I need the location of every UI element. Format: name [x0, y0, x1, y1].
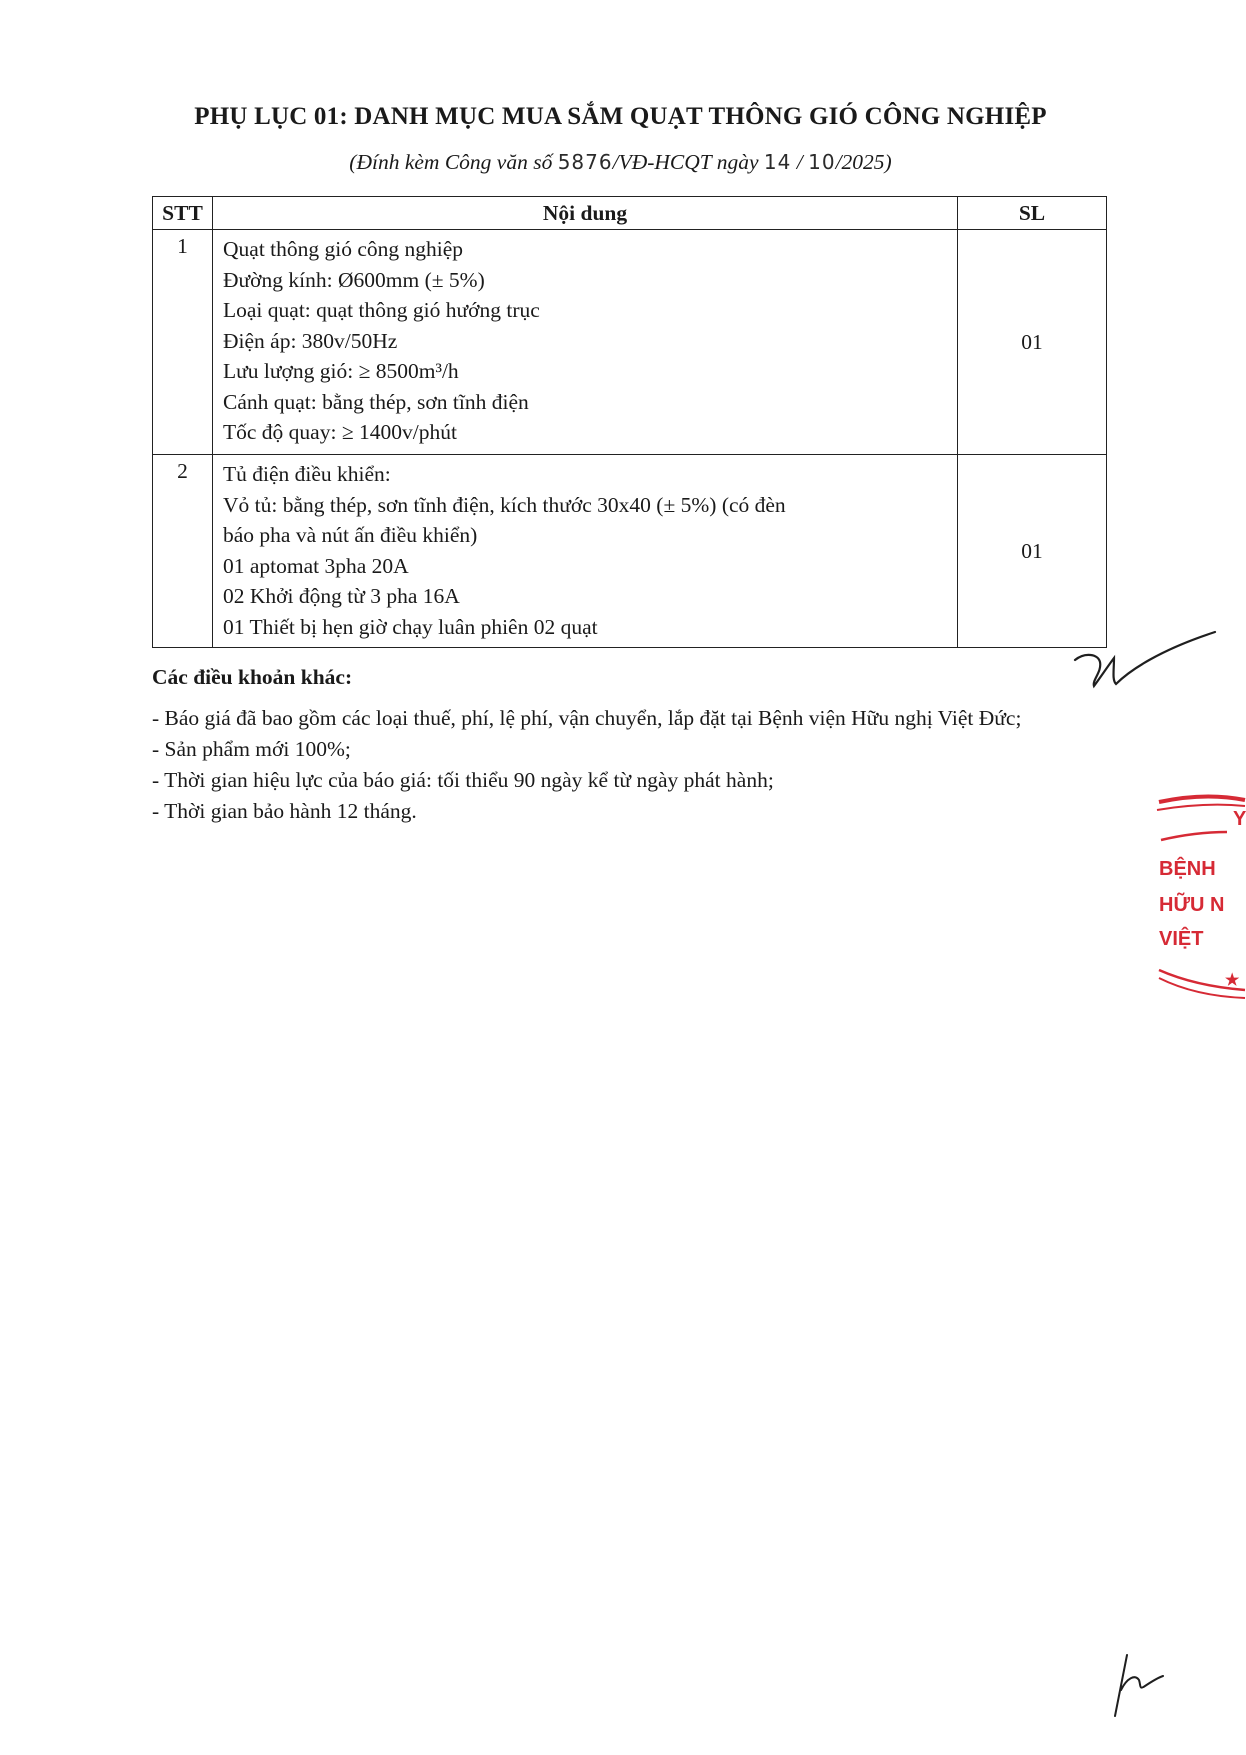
row-line: Tủ điện điều khiển: [223, 462, 391, 486]
initials-signature [1070, 630, 1220, 710]
row-qty: 01 [958, 455, 1107, 648]
row-line: Lưu lượng gió: ≥ 8500m³/h [223, 359, 459, 383]
subtitle-suffix: /2025) [835, 150, 892, 174]
terms-section [152, 665, 1132, 827]
seal-text: BỆNH [1159, 858, 1216, 880]
row-line: Cánh quạt: bằng thép, sơn tĩnh điện [223, 389, 529, 414]
items-table [152, 196, 1107, 648]
row-line: Điện áp: 380v/50Hz [223, 328, 398, 353]
row-line: Tốc độ quay: ≥ 1400v/phút [223, 420, 457, 444]
row-qty: 01 [958, 230, 1107, 455]
row-stt: 2 [153, 455, 213, 648]
hospital-seal [1155, 790, 1245, 1000]
header-content: Nội dung [213, 197, 958, 230]
seal-text: HỮU N [1159, 894, 1225, 916]
row-line: 01 Thiết bị hẹn giờ chạy luân phiên 02 quạt [223, 614, 598, 639]
handwritten-day: 14 [763, 150, 792, 174]
terms-heading: Các điều khoản khác: [152, 665, 353, 689]
row-line: 02 Khởi động từ 3 pha 16A [223, 584, 460, 608]
row-line: Vỏ tủ: bằng thép, sơn tĩnh điện, kích thước 30x40 (± 5%) (có đèn [223, 492, 786, 517]
page-subtitle [0, 150, 1241, 175]
header-qty: SL [958, 197, 1107, 230]
table-row [153, 455, 1107, 648]
terms-item: - Báo giá đã bao gồm các loại thuế, phí, lệ phí, vận chuyển, lắp đặt tại Bệnh viện Hữu nghị Việt Đức; [152, 706, 1022, 730]
subtitle-middle: /VĐ-HCQT ngày [612, 150, 764, 174]
row-content [213, 230, 958, 455]
page-title: PHỤ LỤC 01: DANH MỤC MUA SẮM QUẠT THÔNG GIÓ CÔNG NGHIỆP [194, 103, 1047, 130]
terms-item: - Thời gian hiệu lực của báo giá: tối thiểu 90 ngày kể từ ngày phát hành; [152, 768, 774, 792]
row-stt: 1 [153, 230, 213, 455]
row-line: Quạt thông gió công nghiệp [223, 237, 464, 261]
handwritten-month: 10 [808, 150, 836, 174]
row-line: báo pha và nút ấn điều khiển) [223, 523, 478, 547]
page-initials-signature [1105, 1650, 1185, 1720]
row-line: Đường kính: Ø600mm (± 5%) [223, 267, 485, 292]
table-row [153, 230, 1107, 455]
subtitle-sep: / [791, 150, 809, 174]
header-stt: STT [153, 197, 213, 230]
subtitle-prefix: (Đính kèm Công văn số [349, 150, 558, 174]
table-header-row [153, 197, 1107, 230]
terms-item: - Thời gian bảo hành 12 tháng. [152, 799, 417, 823]
seal-text: ★ [1225, 972, 1240, 989]
seal-text: Y [1233, 808, 1246, 830]
row-content [213, 455, 958, 648]
seal-text: VIỆT [1159, 928, 1204, 950]
handwritten-doc-number: 5876 [557, 150, 613, 174]
terms-item: - Sản phẩm mới 100%; [152, 737, 351, 761]
row-line: Loại quạt: quạt thông gió hướng trục [223, 298, 540, 322]
row-line: 01 aptomat 3pha 20A [223, 553, 409, 578]
